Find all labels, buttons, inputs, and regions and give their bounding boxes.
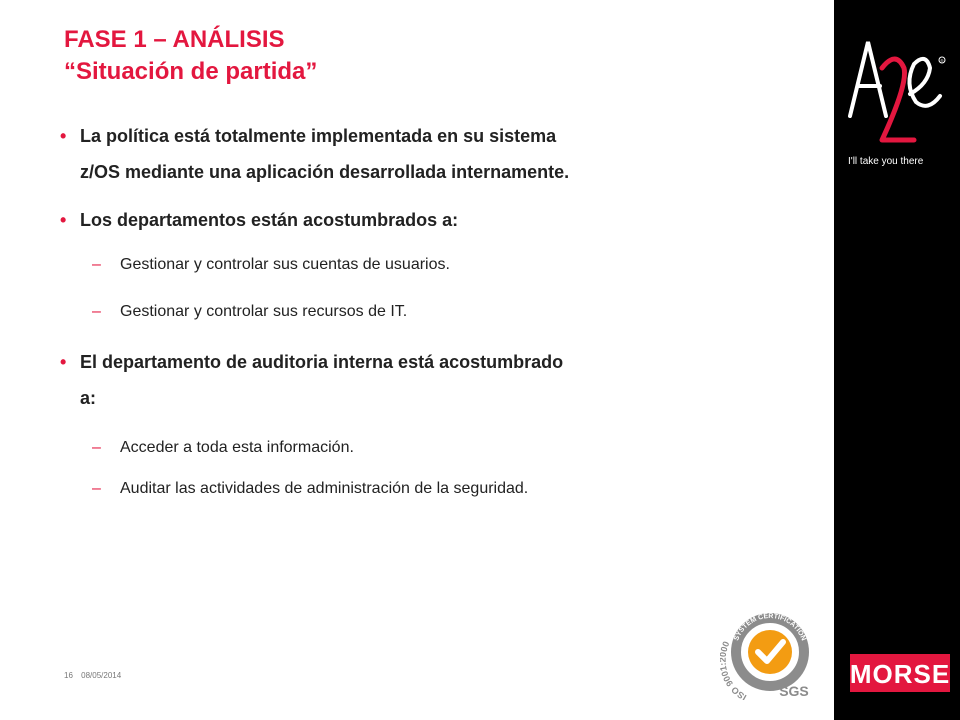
cert-iso-text: ISO 900 0	[720, 639, 749, 700]
sub-bullet-text: Gestionar y controlar sus recursos de IT.	[120, 303, 408, 320]
bullet-dot: •	[60, 126, 67, 146]
sub-bullet-item	[60, 436, 760, 460]
bullet-dot: •	[60, 210, 67, 230]
registered-mark: ®	[940, 58, 944, 63]
sub-bullet-text: Auditar las actividades de administración de la seguridad.	[120, 480, 529, 497]
morse-logo	[850, 652, 950, 694]
bullet-item	[60, 118, 760, 190]
page-number: 16	[64, 671, 73, 680]
slide-footer	[64, 671, 127, 680]
slide-date: 08/05/2014	[81, 671, 122, 680]
tagline: I'll take you there	[848, 156, 924, 167]
cert-top-text: SYSTEM CERTIFICATION	[733, 612, 807, 642]
morse-logo-icon	[850, 652, 950, 694]
sub-bullet-item	[60, 300, 760, 324]
sub-bullet-dash: –	[92, 439, 101, 456]
sub-bullet-dash: –	[92, 480, 101, 497]
bullet-text-line: Los departamentos están acostumbrados a:	[80, 210, 459, 230]
cert-org-text: SGS	[779, 683, 809, 699]
bullet-text-line: El departamento de auditoria interna está acostumbrado	[80, 352, 564, 372]
bullet-text-line: z/OS mediante una aplicación desarrollada internamente.	[80, 162, 570, 182]
bullet-list	[60, 118, 760, 501]
bullet-item	[60, 344, 760, 416]
sub-bullet-text: Gestionar y controlar sus cuentas de usuarios.	[120, 256, 450, 273]
sub-bullet-dash: –	[92, 303, 101, 320]
sub-bullet-item	[60, 477, 760, 501]
iso-certification-badge	[720, 600, 820, 700]
title-line-1: FASE 1 – ANÁLISIS	[64, 26, 285, 53]
slide-title	[64, 24, 764, 88]
bullet-dot: •	[60, 352, 67, 372]
a2e-logo-icon	[846, 30, 950, 170]
sub-bullet-text: Acceder a toda esta información.	[120, 439, 354, 456]
sub-bullet-item	[60, 253, 760, 277]
title-line-2: “Situación de partida”	[64, 58, 318, 85]
certification-seal-icon	[720, 600, 820, 700]
bullet-item	[60, 202, 760, 238]
sub-bullet-dash: –	[92, 256, 101, 273]
bullet-text-line: a:	[80, 388, 97, 408]
bullet-text-line: La política está totalmente implementada en su sistema	[80, 126, 557, 146]
morse-text: MORSE	[850, 659, 950, 689]
